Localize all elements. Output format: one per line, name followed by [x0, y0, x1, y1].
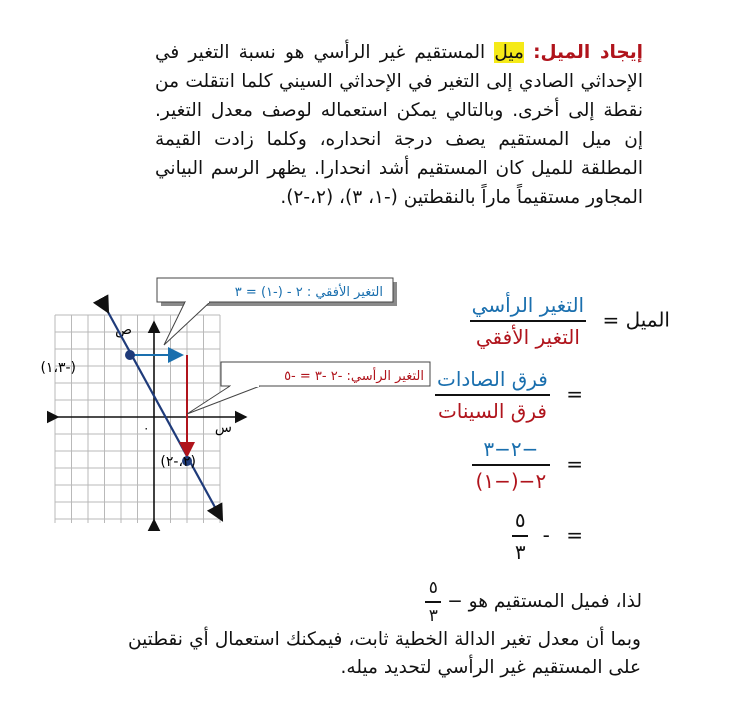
vertical-change-text: التغير الرأسي: -٢ -٣ = -٥	[284, 369, 424, 384]
coordinate-graph	[40, 270, 430, 530]
horizontal-change-text: التغير الأفقي : ٢ - (-١) = ٣	[234, 285, 383, 300]
origin-label: ٠	[143, 421, 150, 435]
point-2-label: (٢،-٢)	[160, 454, 196, 470]
slope-row-4: = - $\frac{٥}{٣}$	[512, 508, 583, 564]
slope-fraction-4: $\frac{٥}{٣}$	[512, 508, 528, 564]
conclusion-fraction: $\frac{٥}{٣}$	[425, 578, 441, 626]
point-1-marker	[125, 350, 135, 360]
highlighted-term: ميل	[494, 42, 524, 63]
slope-fraction-2: $\frac{\text{فرق الصادات}}{\text{فرق السينات}}$	[437, 367, 548, 423]
x-axis-label: س	[214, 420, 232, 436]
intro-paragraph	[155, 38, 643, 212]
slope-label: الميل	[625, 307, 670, 332]
y-axis-label: ص	[115, 322, 132, 338]
intro-text: المستقيم غير الرأسي هو نسبة التغير في الإحداثي الصادي إلى التغير في الإحداثي السيني كلما انتقلت من نقطة إلى أخرى. وبالتالي يمكن استعماله لوصف معدل التغير. إن ميل المستقيم يصف درجة انحداره، وكلما زادت القيمة المطلقة للميل كان المستقيم أشد انحدارا. يظهر الرسم البياني المجاور مستقيماً ماراً بالنقطتين (-١، ٣)، (٢،-٢).	[155, 42, 643, 208]
conclusion-paragraph: وبما أن معدل تغير الدالة الخطية ثابت، فيمكنك استعمال أي نقطتين على المستقيم غير الرأسي لتحديد ميله.	[128, 629, 641, 678]
slope-fraction-3: $\frac{-٢-٣}{٢-(-١)}$	[472, 437, 550, 493]
section-title: إيجاد الميل:	[533, 42, 644, 63]
slope-row-3: = $\frac{-٢-٣}{٢-(-١)}$	[472, 437, 583, 493]
point-1-label: (-١،٣)	[40, 360, 76, 376]
slope-row-1: الميل = $\frac{\text{التغير الرأسي}}{\text{التغير الأفقي}}$	[471, 293, 670, 349]
conclusion-line-1: لذا، فميل المستقيم هو − $\frac{٥}{٣}$	[425, 578, 642, 626]
grid	[55, 315, 220, 523]
slope-fraction-1: $\frac{\text{التغير الرأسي}}{\text{التغير الأفقي}}$	[471, 293, 585, 349]
slope-row-2: = $\frac{\text{فرق الصادات}}{\text{فرق السينات}}$	[437, 367, 583, 423]
